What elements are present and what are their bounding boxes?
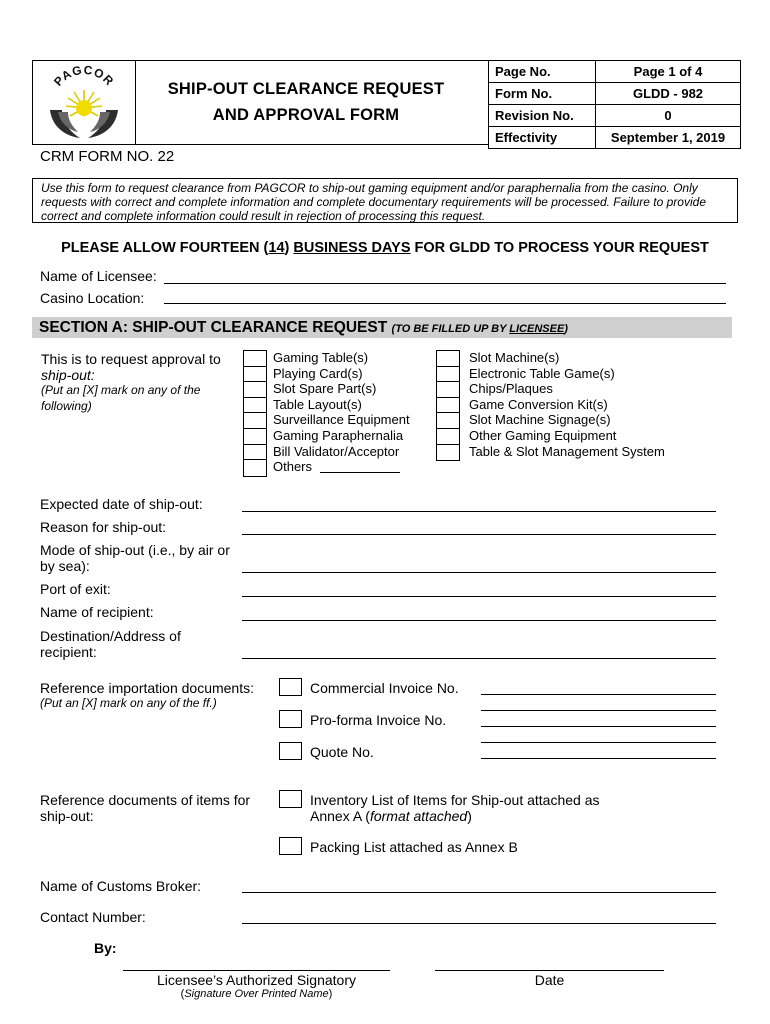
request-hint: following) [41, 399, 92, 413]
notice-business-days: BUSINESS DAYS [293, 240, 411, 256]
destination-field[interactable] [242, 658, 716, 659]
mode-label: Mode of ship-out (i.e., by air or [40, 542, 230, 558]
note-licensee: LICENSEE [509, 323, 565, 335]
meta-value: 0 [596, 105, 741, 127]
list-item: Table & Slot Management System [469, 443, 665, 459]
packing-list-label: Packing List attached as Annex B [310, 839, 518, 855]
port-field[interactable] [242, 596, 716, 597]
meta-label: Effectivity [489, 127, 596, 149]
inventory-list-label: Inventory List of Items for Ship-out attached as [310, 792, 600, 808]
request-hint: (Put an [X] mark on any of the [41, 383, 201, 397]
checkbox-inventory-list[interactable] [279, 790, 302, 808]
destination-label-cont: recipient: [40, 644, 97, 660]
request-label-shipout: ship-out: [41, 367, 95, 383]
list-item: Playing Card(s) [273, 365, 363, 381]
notice-days-number: 14 [268, 240, 285, 256]
licensee-name-field[interactable] [164, 283, 726, 284]
expected-date-label: Expected date of ship-out: [40, 496, 203, 512]
logo-cell [32, 60, 136, 145]
processing-notice [40, 240, 730, 256]
crm-form-number: CRM FORM NO. 22 [40, 148, 175, 165]
checkbox-other-gaming-equipment[interactable] [437, 429, 459, 445]
instructions-box: Use this form to request clearance from PAGCOR to ship-out gaming equipment and/or paraphernalia from the casino. Only requests with correct and complete information and complete documentary requirements will be processed. Failure to provide correct and complete information could result in rejection of processing this request. [32, 178, 738, 223]
section-a-note [392, 323, 568, 335]
commercial-invoice-label: Commercial Invoice No. [310, 680, 459, 696]
checkbox-gaming-tables[interactable] [244, 351, 266, 367]
proforma-invoice-field[interactable] [481, 726, 716, 727]
signatory-field[interactable] [123, 970, 390, 971]
annex-text: ) [467, 808, 472, 824]
list-item: Game Conversion Kit(s) [469, 396, 608, 412]
proforma-invoice-field-2[interactable] [481, 742, 716, 743]
format-attached-text: format attached [369, 808, 468, 824]
ref-items-label: Reference documents of items for [40, 792, 251, 808]
notice-text: FOR GLDD TO PROCESS YOUR REQUEST [410, 240, 709, 256]
left-item-list [273, 350, 410, 475]
ref-items-label-cont: ship-out: [40, 808, 94, 824]
list-item: Slot Spare Part(s) [273, 381, 377, 397]
meta-label: Page No. [489, 61, 596, 83]
quote-label: Quote No. [310, 744, 374, 760]
list-item: Bill Validator/Acceptor [273, 443, 400, 459]
recipient-field[interactable] [242, 620, 716, 621]
by-label: By: [94, 940, 117, 956]
meta-row-revision [489, 105, 741, 127]
form-title-line2: AND APPROVAL FORM [212, 106, 400, 124]
checkbox-table-slot-management[interactable] [437, 445, 459, 461]
licensee-name-label: Name of Licensee: [40, 268, 157, 284]
notice-text: ) [284, 240, 294, 256]
meta-label: Form No. [489, 83, 596, 105]
meta-value: GLDD - 982 [596, 83, 741, 105]
checkbox-playing-cards[interactable] [244, 367, 266, 383]
form-title-line1: SHIP-OUT CLEARANCE REQUEST [167, 80, 445, 98]
checkbox-proforma-invoice[interactable] [279, 710, 302, 728]
ref-import-hint: (Put an [X] mark on any of the ff.) [40, 696, 217, 710]
casino-location-label: Casino Location: [40, 290, 145, 306]
form-meta-table [488, 60, 741, 149]
date-label: Date [534, 972, 565, 988]
customs-broker-field[interactable] [242, 892, 716, 893]
list-item: Table Layout(s) [273, 396, 362, 412]
right-item-list [469, 350, 665, 459]
checkbox-game-conversion-kits[interactable] [437, 398, 459, 414]
mode-label-cont: by sea): [40, 558, 90, 574]
commercial-invoice-field-2[interactable] [481, 710, 716, 711]
inventory-list-annex [310, 808, 472, 824]
list-item: Gaming Paraphernalia [273, 427, 404, 443]
checkbox-slot-machines[interactable] [437, 351, 459, 367]
list-item: Surveillance Equipment [273, 412, 410, 428]
checkbox-bill-validator[interactable] [244, 445, 266, 461]
signature-note-text: Signature Over Printed Name [184, 988, 329, 1000]
contact-number-field[interactable] [242, 923, 716, 924]
reason-field[interactable] [242, 534, 716, 535]
list-item: Chips/Plaques [469, 381, 553, 397]
signature-note [123, 988, 390, 1000]
list-item: Gaming Table(s) [273, 350, 369, 365]
meta-row-effectivity [489, 127, 741, 149]
form-title [140, 76, 472, 128]
note-text: ( [180, 988, 185, 1000]
checkbox-table-layouts[interactable] [244, 398, 266, 414]
section-a-header [32, 317, 732, 338]
checkbox-slot-machine-signage[interactable] [437, 413, 459, 429]
list-item: Slot Machine(s) [469, 350, 560, 365]
request-label: This is to request approval to [41, 351, 221, 367]
others-specify-field[interactable] [320, 472, 400, 473]
section-a-title: SECTION A: SHIP-OUT CLEARANCE REQUEST [39, 319, 388, 336]
checkbox-packing-list[interactable] [279, 837, 302, 855]
list-item: Others [273, 459, 313, 475]
checkbox-chips-plaques[interactable] [437, 382, 459, 398]
reason-label: Reason for ship-out: [40, 519, 167, 535]
checkbox-others[interactable] [244, 460, 266, 476]
customs-broker-label: Name of Customs Broker: [40, 878, 202, 894]
commercial-invoice-field[interactable] [481, 694, 716, 695]
meta-row-page [489, 61, 741, 83]
contact-number-label: Contact Number: [40, 909, 146, 925]
checkbox-quote[interactable] [279, 742, 302, 760]
right-checkbox-column [436, 350, 460, 461]
mode-field[interactable] [242, 572, 716, 573]
checkbox-commercial-invoice[interactable] [279, 678, 302, 696]
checkbox-gaming-paraphernalia[interactable] [244, 429, 266, 445]
list-item: Electronic Table Game(s) [469, 365, 615, 381]
notice-text: PLEASE ALLOW FOURTEEN ( [61, 240, 269, 256]
destination-label: Destination/Address of [40, 628, 181, 644]
meta-row-form [489, 83, 741, 105]
left-checkbox-column [243, 350, 267, 477]
expected-date-field[interactable] [242, 511, 716, 512]
annex-text: Annex A ( [310, 808, 370, 824]
checkbox-electronic-table-games[interactable] [437, 367, 459, 383]
meta-label: Revision No. [489, 105, 596, 127]
casino-location-field[interactable] [164, 303, 726, 304]
note-text: TO BE FILLED UP BY [395, 323, 510, 335]
meta-value: Page 1 of 4 [596, 61, 741, 83]
note-text: ) [564, 323, 568, 335]
checkbox-slot-spare-parts[interactable] [244, 382, 266, 398]
list-item: Other Gaming Equipment [469, 427, 617, 443]
pagcor-logo [32, 60, 136, 145]
recipient-label: Name of recipient: [40, 604, 154, 620]
ref-import-label: Reference importation documents: [40, 680, 254, 696]
date-field[interactable] [435, 970, 664, 971]
list-item: Slot Machine Signage(s) [469, 412, 611, 428]
note-text: ) [328, 988, 333, 1000]
port-label: Port of exit: [40, 581, 111, 597]
quote-field[interactable] [481, 758, 716, 759]
svg-text:PAGCOR: PAGCOR [51, 62, 117, 89]
note-text: ( [391, 323, 396, 335]
signatory-label: Licensee’s Authorized Signatory [157, 972, 356, 988]
checkbox-surveillance-equipment[interactable] [244, 413, 266, 429]
proforma-invoice-label: Pro-forma Invoice No. [310, 712, 447, 728]
meta-value: September 1, 2019 [596, 127, 741, 149]
